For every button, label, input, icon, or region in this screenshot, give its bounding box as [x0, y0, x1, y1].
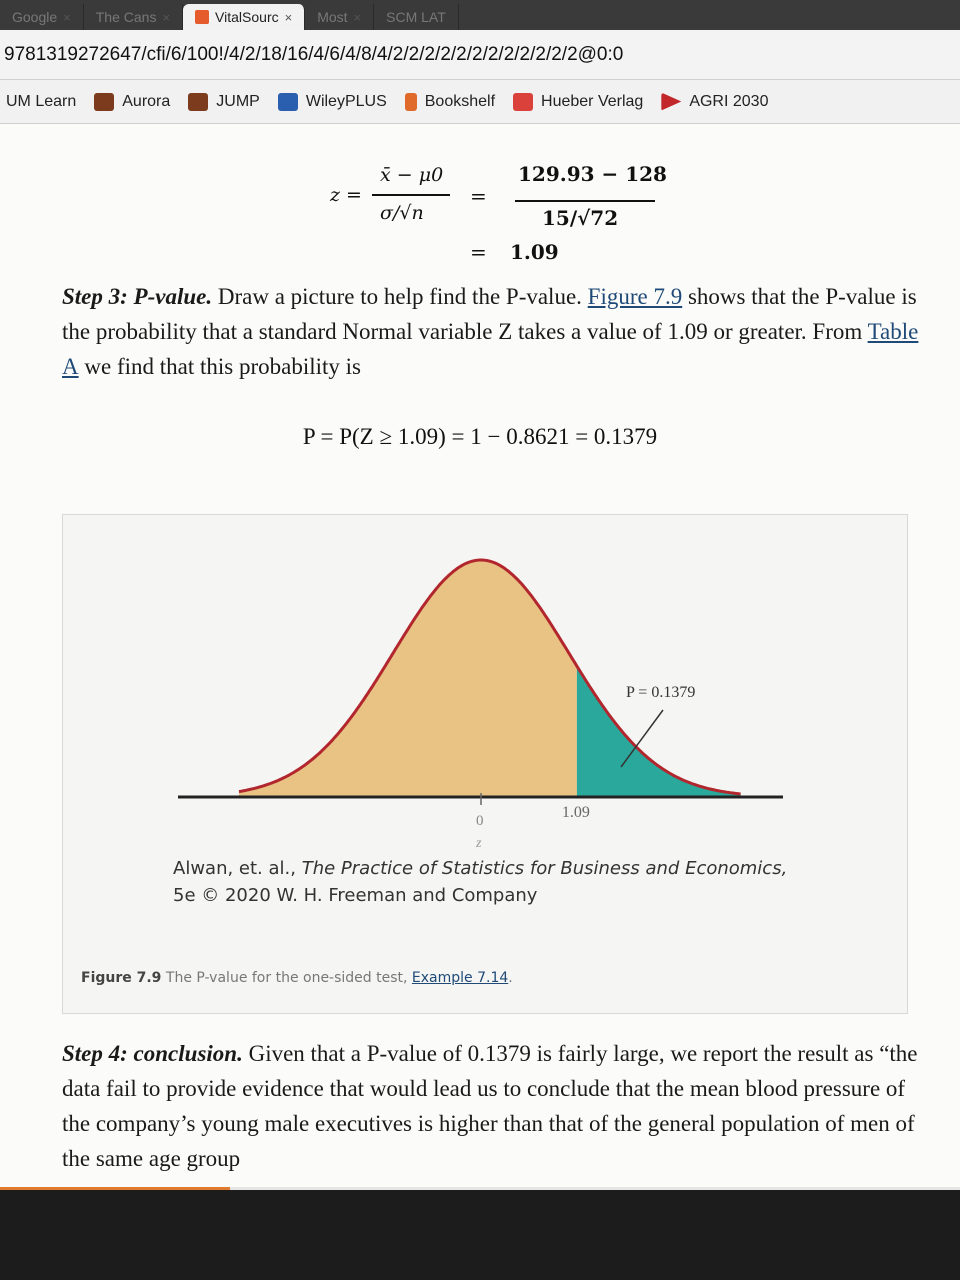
credit-book-title: The Practice of Statistics for Business and Economics, [301, 858, 788, 879]
caption-figure-number: Figure 7.9 [81, 970, 162, 986]
bookmark-hueber[interactable] [513, 93, 643, 111]
close-icon[interactable]: × [284, 9, 293, 25]
vitalsource-icon [195, 10, 209, 24]
tab-google[interactable] [0, 4, 84, 30]
fraction-bar [372, 194, 450, 196]
tab-label: VitalSourc [215, 9, 279, 25]
bookmark-label: AGRI 2030 [689, 92, 769, 110]
step4-text: Given that a P-value of 0.1379 is fairly large, we report the result as “the data fail to provide evidence that would lead us to conclude that the mean blood pressure of the company’s young male executives is higher than that of the general population of men of the same age group [62, 1041, 918, 1171]
tab-vitalsource[interactable] [183, 4, 305, 30]
hueber-icon [513, 93, 533, 111]
figure-credit [173, 855, 787, 909]
figure-7-9-link[interactable]: Figure 7.9 [587, 284, 683, 309]
ebook-page [0, 124, 960, 1190]
credit-authors: Alwan, et. al., [173, 858, 302, 879]
screen-bezel [0, 1190, 960, 1280]
bookmark-jump[interactable] [188, 93, 260, 111]
address-bar[interactable] [0, 30, 960, 80]
bookmark-label: JUMP [216, 92, 260, 110]
caption-text: The P-value for the one-sided test, [161, 970, 412, 986]
p-value-equation: P = P(Z ≥ 1.09) = 1 − 0.8621 = 0.1379 [302, 424, 658, 449]
denominator-values: 15/√72 [542, 206, 619, 230]
example-7-14-link[interactable]: Example 7.14 [411, 970, 509, 986]
close-icon[interactable]: × [162, 9, 171, 25]
step4-lead: Step 4: conclusion. [62, 1041, 243, 1066]
bookmark-um-learn[interactable] [6, 93, 76, 111]
tab-label: SCM LAT [386, 9, 446, 25]
bookshelf-icon [405, 93, 417, 111]
tab-the-cans[interactable] [84, 4, 183, 30]
tab-label: The Cans [95, 9, 157, 25]
bookmark-label: Hueber Verlag [541, 92, 644, 110]
agri-icon [661, 93, 681, 111]
close-icon[interactable]: × [353, 9, 362, 25]
equals-sign: = [470, 240, 487, 264]
tick-label-z-stat: 1.09 [561, 804, 590, 821]
curve-body-area [239, 560, 577, 797]
formula-denominator: σ/√n [380, 202, 424, 224]
browser-tab-bar [0, 0, 960, 30]
url-text[interactable]: 9781319272647/cfi/6/100!/4/2/18/16/4/6/4/8/4/2/2/2/2/2/2/2/2/2/2/2/2@0:0 [4, 43, 624, 65]
z-result: 1.09 [510, 240, 559, 264]
bookmark-label: Bookshelf [424, 92, 496, 110]
bookmark-bookshelf[interactable] [405, 93, 495, 111]
table-a-link[interactable]: Table A [62, 319, 919, 379]
step3-text: we find that this probability is [78, 354, 361, 379]
jump-icon [188, 93, 208, 111]
step3-lead: Step 3: P-value. [62, 284, 213, 309]
tick-label-zero: 0 [476, 813, 484, 829]
fraction-bar [515, 200, 655, 202]
step3-paragraph [62, 279, 922, 384]
tab-scm[interactable] [374, 4, 459, 30]
numerator-values: 129.93 − 128 [518, 162, 667, 186]
normal-curve-plot [63, 515, 909, 1015]
step3-text: Draw a picture to help find the P-value. [212, 284, 588, 309]
tab-most[interactable] [305, 4, 374, 30]
bookmark-aurora[interactable] [94, 93, 170, 111]
bookmark-wileyplus[interactable] [278, 93, 387, 111]
z-formula [320, 144, 680, 264]
figure-caption [81, 970, 513, 986]
step3-text: shows that the P-value is the probability that a standard Normal variable Z takes a value of 1.09 or greater. From [62, 284, 917, 344]
formula-numerator: x̄ − μ0 [380, 164, 444, 186]
p-value-label: P = 0.1379 [626, 684, 696, 701]
aurora-icon [94, 93, 114, 111]
step4-paragraph [62, 1036, 922, 1181]
equals-sign: = [470, 184, 487, 208]
tab-label: Most [317, 9, 348, 25]
wileyplus-icon [278, 93, 298, 111]
bookmark-agri[interactable] [661, 93, 768, 111]
bookmark-label: WileyPLUS [305, 92, 387, 110]
figure-7-9 [62, 514, 908, 1014]
bookmark-label: UM Learn [6, 92, 77, 110]
bookmark-label: Aurora [122, 92, 171, 110]
z-label: z = [330, 184, 362, 206]
axis-label-z: z [476, 836, 482, 851]
bookmarks-bar [0, 80, 960, 124]
caption-text: . [508, 970, 513, 986]
tab-label: Google [12, 9, 58, 25]
close-icon[interactable]: × [63, 9, 71, 25]
credit-publisher: 5e © 2020 W. H. Freeman and Company [173, 885, 538, 906]
